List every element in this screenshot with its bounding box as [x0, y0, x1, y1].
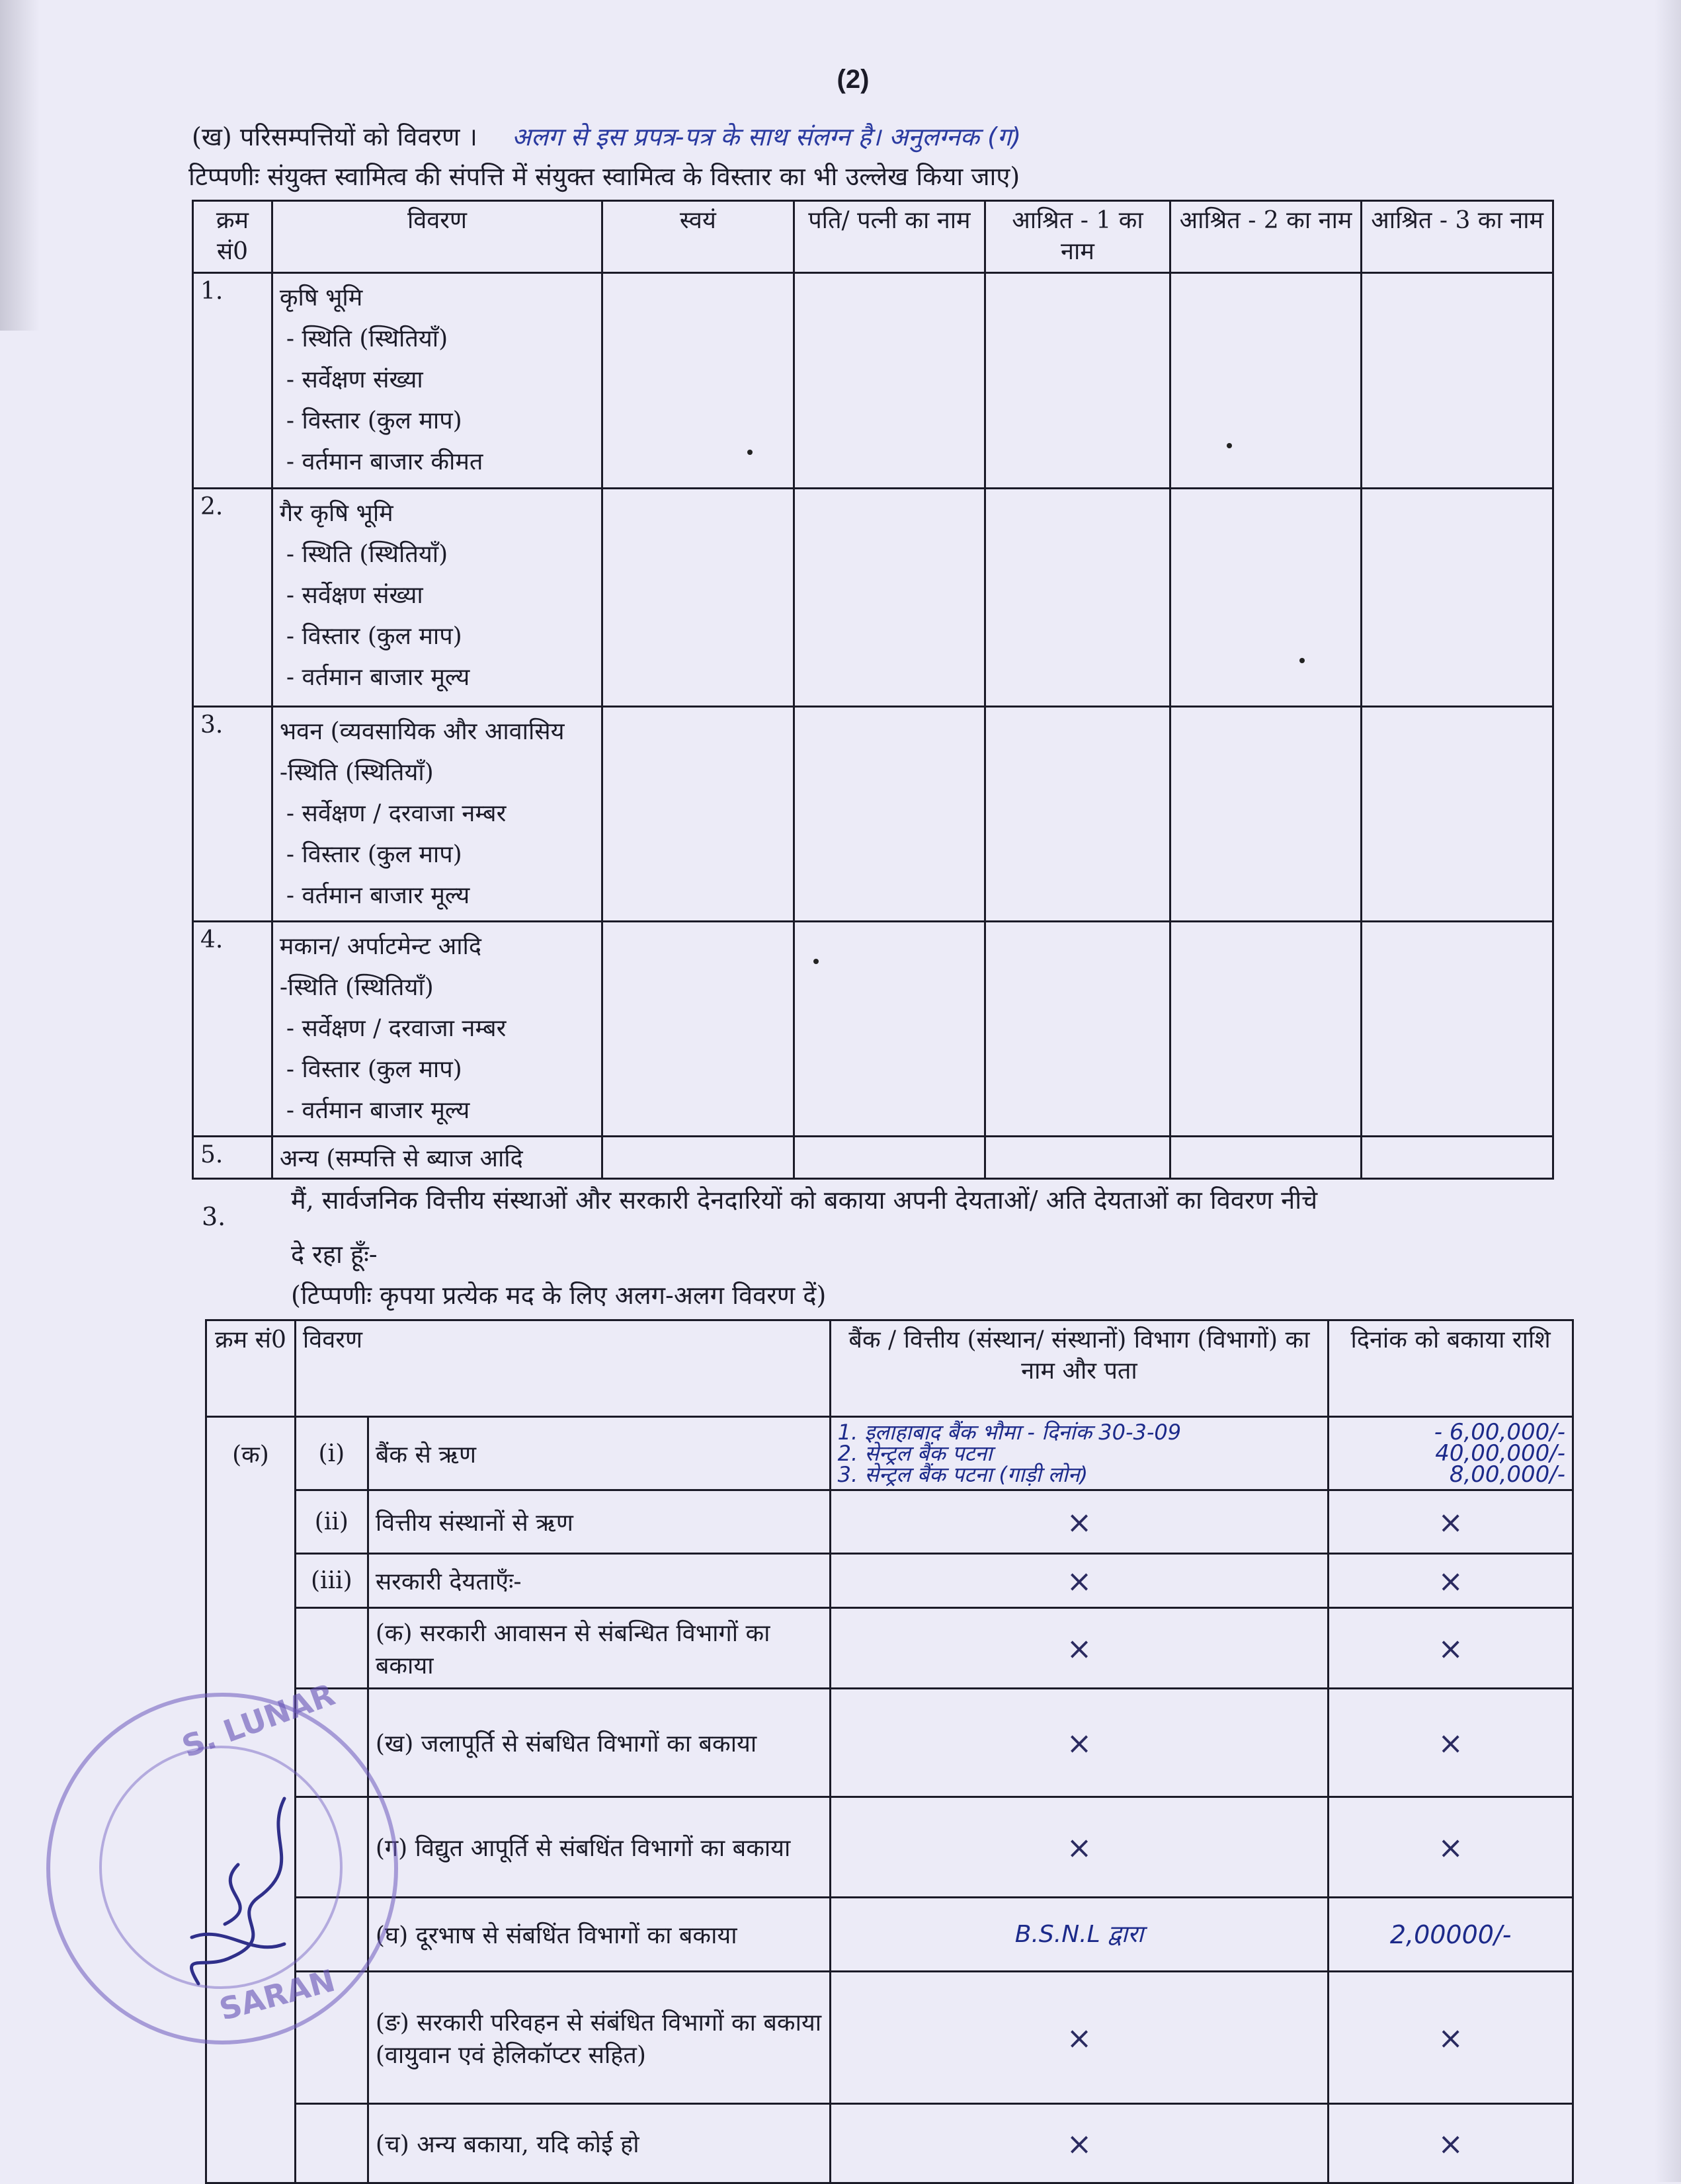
- row-description: [272, 1136, 602, 1178]
- row-description: [272, 488, 602, 706]
- amount-cell: ×: [1329, 1608, 1573, 1689]
- page-edge: [1655, 0, 1681, 2182]
- row-item: - विस्तार (कुल माप): [286, 407, 462, 434]
- row-label: (घ) दूरभाष से संबधिंत विभागों का बकाया: [368, 1898, 830, 1972]
- page-number: (2): [837, 65, 870, 94]
- amount-cell: 2,00000/-: [1329, 1898, 1573, 1972]
- cell-dep2: [1170, 488, 1362, 706]
- section-text-continued: दे रहा हूँः-: [291, 1240, 378, 1269]
- cell-self: [602, 488, 794, 706]
- table-row: [206, 2104, 1573, 2183]
- bank-cell: ×: [830, 1554, 1329, 1608]
- row-description: [272, 921, 602, 1136]
- bank-line: 3. सेन्ट्रल बैंक पटना (गाड़ी लोन): [837, 1462, 1088, 1487]
- amount-line: 40,00,000/-: [1435, 1440, 1565, 1467]
- col-spouse: पति/ पत्नी का नाम: [794, 201, 985, 273]
- cell-dep3: [1362, 272, 1553, 488]
- row-description: [272, 706, 602, 921]
- amount-cell: ×: [1329, 1554, 1573, 1608]
- indent-cell: [295, 1608, 368, 1689]
- cell-spouse: [794, 706, 985, 921]
- cell-spouse: [794, 921, 985, 1136]
- indent-cell: [295, 2104, 368, 2183]
- cell-dep1: [985, 921, 1170, 1136]
- row-title: अन्य (सम्पत्ति से ब्याज आदि: [279, 1145, 523, 1172]
- assets-heading: [192, 119, 1021, 153]
- assets-table: [192, 200, 1554, 1180]
- row-number: 1.: [193, 272, 272, 488]
- section-note: (टिप्पणीः कृपया प्रत्येक मद के लिए अलग-अलग विवरण दें): [291, 1281, 827, 1310]
- col-description: विवरण: [295, 1320, 830, 1417]
- amount-cell: [1329, 1417, 1573, 1490]
- table-row: [193, 488, 1553, 706]
- row-item: - वर्तमान बाजार कीमत: [286, 448, 483, 475]
- row-item: - विस्तार (कुल माप): [286, 1055, 462, 1083]
- signature: [152, 1785, 324, 2003]
- group-label: (क): [206, 1417, 296, 2183]
- row-label: (क) सरकारी आवासन से संबन्धित विभागों का बकाया: [368, 1608, 830, 1689]
- row-label: (च) अन्य बकाया, यदि कोई हो: [368, 2104, 830, 2183]
- cell-dep1: [985, 488, 1170, 706]
- sub-number: (i): [295, 1417, 368, 1490]
- row-title: भवन (व्यवसायिक और आवासिय: [279, 717, 565, 745]
- row-item: - स्थिति (स्थितियाँ): [286, 325, 448, 352]
- row-label: (ङ) सरकारी परिवहन से संबंधित विभागों का बकाया (वायुवान एवं हेलिकॉप्टर सहित): [368, 1972, 830, 2104]
- row-label: (ग) विद्युत आपूर्ति से संबधिंत विभागों का बकाया: [368, 1797, 830, 1898]
- cell-dep3: [1362, 1136, 1553, 1178]
- table-row: [206, 1797, 1573, 1898]
- table-row: [206, 1689, 1573, 1797]
- col-description: विवरण: [272, 201, 602, 273]
- amount-cell: ×: [1329, 1972, 1573, 2104]
- col-amount: दिनांक को बकाया राशि: [1329, 1320, 1573, 1417]
- row-item: -स्थिति (स्थितियाँ): [279, 758, 434, 786]
- bank-cell: B.S.N.L द्वारा: [830, 1898, 1329, 1972]
- sub-number: (ii): [295, 1490, 368, 1554]
- cell-self: [602, 706, 794, 921]
- col-dependent-1: आश्रित - 1 का नाम: [985, 201, 1170, 273]
- ink-dot: [747, 450, 753, 455]
- row-number: 4.: [193, 921, 272, 1136]
- col-dependent-2: आश्रित - 2 का नाम: [1170, 201, 1362, 273]
- row-title: गैर कृषि भूमि: [279, 499, 393, 527]
- col-dependent-3: आश्रित - 3 का नाम: [1362, 201, 1553, 273]
- bank-cell: ×: [830, 1972, 1329, 2104]
- row-item: - विस्तार (कुल माप): [286, 622, 462, 650]
- cell-spouse: [794, 1136, 985, 1178]
- row-number: 3.: [193, 706, 272, 921]
- row-item: - सर्वेक्षण संख्या: [286, 581, 423, 609]
- row-description: [272, 272, 602, 488]
- row-number: 5.: [193, 1136, 272, 1178]
- bank-cell: ×: [830, 1608, 1329, 1689]
- assets-heading-text: (ख) परिसम्पत्तियों को विवरण ।: [192, 122, 477, 151]
- row-item: - स्थिति (स्थितियाँ): [286, 540, 448, 568]
- amount-line: 8,00,000/-: [1449, 1461, 1565, 1488]
- amount-cell: ×: [1329, 2104, 1573, 2183]
- section-text: मैं, सार्वजनिक वित्तीय संस्थाओं और सरकारी देनदारियों को बकाया अपनी देयताओं/ अति देयताओं का विवरण नीचे: [291, 1186, 1318, 1215]
- seal-text-bottom: SARAN: [216, 1962, 339, 2028]
- liabilities-table-header: [206, 1320, 1573, 1417]
- bank-line: 1. इलाहाबाद बैंक भौमा - दिनांक 30-3-09: [837, 1420, 1182, 1445]
- cell-dep1: [985, 1136, 1170, 1178]
- table-row: [193, 272, 1553, 488]
- ink-dot: [1299, 658, 1305, 663]
- ink-dot: [1227, 443, 1232, 448]
- row-label: (ख) जलापूर्ति से संबधित विभागों का बकाया: [368, 1689, 830, 1797]
- row-number: 2.: [193, 488, 272, 706]
- amount-cell: ×: [1329, 1490, 1573, 1554]
- cell-spouse: [794, 488, 985, 706]
- assets-table-header: [193, 201, 1553, 273]
- table-row: [206, 1972, 1573, 2104]
- cell-self: [602, 1136, 794, 1178]
- cell-dep3: [1362, 921, 1553, 1136]
- assets-handwritten-note: अलग से इस प्रपत्र-पत्र के साथ संलग्न है। अनुलग्नक (ग): [512, 122, 1022, 151]
- bank-cell: [830, 1417, 1329, 1490]
- row-item: - सर्वेक्षण / दरवाजा नम्बर: [286, 799, 507, 827]
- cell-dep1: [985, 272, 1170, 488]
- bank-cell: ×: [830, 1689, 1329, 1797]
- row-item: - वर्तमान बाजार मूल्य: [286, 881, 470, 909]
- row-item: - सर्वेक्षण संख्या: [286, 366, 423, 393]
- col-serial: क्रम सं0: [193, 201, 272, 273]
- bank-cell: ×: [830, 1490, 1329, 1554]
- ink-dot: [813, 959, 819, 964]
- row-label: सरकारी देयताएँः-: [368, 1554, 830, 1608]
- cell-dep2: [1170, 921, 1362, 1136]
- page-fold-shadow: [0, 0, 40, 331]
- row-label: वित्तीय संस्थानों से ऋण: [368, 1490, 830, 1554]
- table-row: [206, 1898, 1573, 1972]
- amount-line: - 6,00,000/-: [1434, 1419, 1565, 1445]
- row-item: - वर्तमान बाजार मूल्य: [286, 663, 470, 691]
- row-item: - सर्वेक्षण / दरवाजा नम्बर: [286, 1014, 507, 1042]
- liabilities-table: [205, 1319, 1574, 2184]
- table-row: [206, 1490, 1573, 1554]
- row-item: - वर्तमान बाजार मूल्य: [286, 1096, 470, 1124]
- cell-dep2: [1170, 272, 1362, 488]
- bank-line: 2. सेन्ट्रल बैंक पटना: [837, 1441, 993, 1466]
- sub-number: (iii): [295, 1554, 368, 1608]
- section-number: 3.: [202, 1202, 226, 1231]
- cell-dep2: [1170, 1136, 1362, 1178]
- cell-dep3: [1362, 488, 1553, 706]
- table-row: [193, 921, 1553, 1136]
- row-label: बैंक से ऋण: [368, 1417, 830, 1490]
- cell-self: [602, 272, 794, 488]
- table-row: [193, 1136, 1553, 1178]
- cell-dep3: [1362, 706, 1553, 921]
- seal-text-top: S. LUNAR: [177, 1676, 340, 1765]
- bank-cell: ×: [830, 2104, 1329, 2183]
- table-row: [206, 1554, 1573, 1608]
- joint-ownership-note: टिप्पणीः संयुक्त स्वामित्व की संपत्ति में संयुक्त स्वामित्व के विस्तार का भी उल्लेख किया जाए): [188, 162, 1020, 191]
- amount-cell: ×: [1329, 1689, 1573, 1797]
- row-title: कृषि भूमि: [279, 284, 363, 311]
- cell-self: [602, 921, 794, 1136]
- amount-cell: ×: [1329, 1797, 1573, 1898]
- col-self: स्वयं: [602, 201, 794, 273]
- col-serial: क्रम सं0: [206, 1320, 296, 1417]
- table-row: [193, 706, 1553, 921]
- row-item: - विस्तार (कुल माप): [286, 840, 462, 868]
- cell-spouse: [794, 272, 985, 488]
- cell-dep2: [1170, 706, 1362, 921]
- bank-cell: ×: [830, 1797, 1329, 1898]
- table-row: [206, 1608, 1573, 1689]
- col-bank: बैंक / वित्तीय (संस्थान/ संस्थानों) विभाग (विभागों) का नाम और पता: [830, 1320, 1329, 1417]
- cell-dep1: [985, 706, 1170, 921]
- row-title: मकान/ अर्पाटमेन्ट आदि: [279, 932, 481, 960]
- row-item: -स्थिति (स्थितियाँ): [279, 973, 434, 1001]
- table-row: [206, 1417, 1573, 1490]
